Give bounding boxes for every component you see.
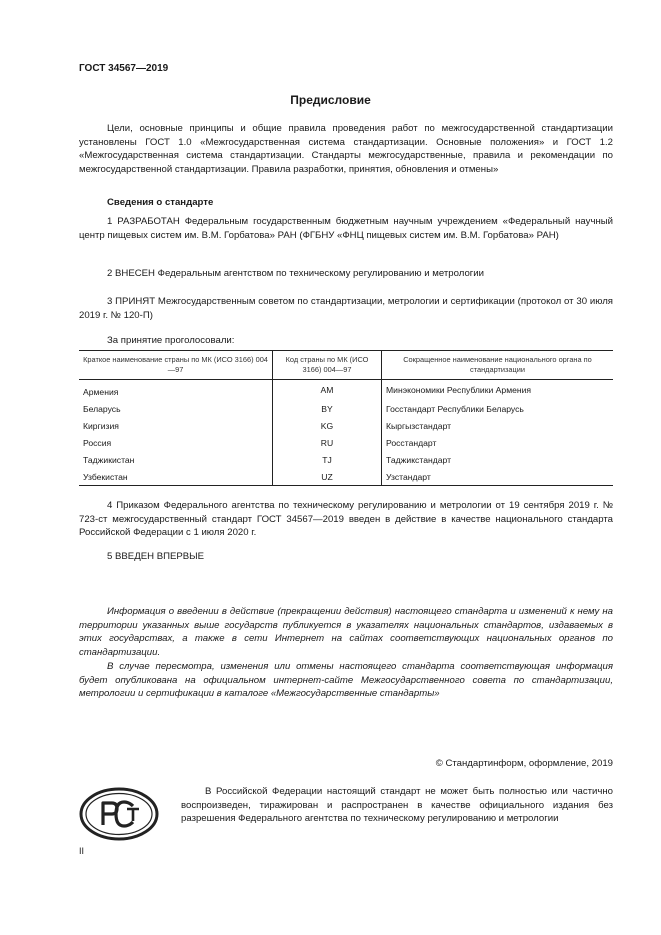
item-2-paragraph bbox=[79, 267, 613, 281]
item-1-text: 1 РАЗРАБОТАН Федеральным государственным бюджетным научным учреждением «Федеральный научный центр пищевых систем им. В.М. Горбатова» РАН (ФГБНУ «ФНЦ пищевых систем им. В.М. Горбатова» РАН) bbox=[79, 216, 613, 241]
item-3-text: 3 ПРИНЯТ Межгосударственным советом по стандартизации, метрологии и сертификации (протокол от 30 июля 2019 г. № 120-П) bbox=[79, 296, 613, 321]
cell-agency: Минэкономики Республики Армения bbox=[382, 380, 614, 401]
cell-agency: Кыргызстандарт bbox=[382, 417, 614, 434]
cell-country: Таджикистан bbox=[83, 454, 135, 465]
item-5-text: 5 ВВЕДЕН ВПЕРВЫЕ bbox=[107, 551, 205, 562]
page-title: Предисловие bbox=[290, 93, 371, 107]
cell-country: Киргизия bbox=[83, 420, 119, 431]
cell-country: Россия bbox=[83, 437, 112, 448]
cell-country: Беларусь bbox=[83, 403, 121, 414]
rst-logo-icon bbox=[79, 787, 159, 841]
notice-text: В Российской Федерации настоящий стандарт не может быть полностью или частично воспроизведен, тиражирован и распространен в качестве официального издания без разрешения Федерального агентства по техническому регулированию и метрологии bbox=[181, 786, 613, 825]
info-2-text: В случае пересмотра, изменения или отмены настоящего стандарта соответствующая информация будет опубликована на официальном интернет-сайте Межгосударственного совета по стандартизации, метрологии и сертификации в каталоге «Межгосударственные стандарты» bbox=[79, 661, 613, 700]
intro-text: Цели, основные принципы и общие правила проведения работ по межгосударственной стандартизации установлены ГОСТ 1.0 «Межгосударственная система стандартизации. Основные положения» и ГОСТ 1.2 «Межгосударственная система стандартизации. Стандарты межгосударственные, правила и рекомендации по межгосударственной стандартизации. Правила разработки, принятия, обновления и отмены» bbox=[79, 123, 613, 175]
item-1-paragraph bbox=[79, 215, 613, 242]
info-1-text: Информация о введении в действие (прекращении действия) настоящего стандарта и изменений к нему на территории указанных выше государств публикуется в указателях национальных стандартов, издаваемых в этих государствах, а также в сети Интернет на сайтах соответствующих национальных органов по стандартизации. bbox=[79, 606, 613, 658]
reproduction-notice bbox=[181, 785, 613, 826]
cell-code: AM bbox=[273, 380, 382, 401]
cell-code: RU bbox=[273, 434, 382, 451]
document-code: ГОСТ 34567—2019 bbox=[79, 63, 169, 74]
header-code: Код страны по МК (ИСО 3166) 004—97 bbox=[273, 351, 382, 380]
intro-paragraph bbox=[79, 122, 613, 176]
cell-code: UZ bbox=[273, 468, 382, 486]
item-3-paragraph bbox=[79, 295, 613, 322]
table-row bbox=[79, 451, 613, 468]
copyright-line: © Стандартинформ, оформление, 2019 bbox=[435, 758, 613, 769]
cell-country: Узбекистан bbox=[79, 468, 273, 486]
cell-agency: Госстандарт Республики Беларусь bbox=[382, 400, 614, 417]
cell-agency: Узстандарт bbox=[382, 468, 614, 486]
table-row bbox=[79, 400, 613, 417]
table-row bbox=[79, 434, 613, 451]
header-country: Краткое наименование страны по МК (ИСО 3166) 004—97 bbox=[79, 351, 273, 380]
item-4-paragraph bbox=[79, 499, 613, 540]
info-paragraph-1 bbox=[79, 605, 613, 659]
section-title: Сведения о стандарте bbox=[107, 197, 214, 208]
header-agency: Сокращенное наименование национального органа по стандартизации bbox=[382, 351, 614, 380]
table-row bbox=[79, 468, 613, 486]
voting-table bbox=[79, 350, 613, 486]
cell-code: BY bbox=[273, 400, 382, 417]
table-header-row bbox=[79, 351, 613, 380]
cell-agency: Таджикстандарт bbox=[382, 451, 614, 468]
table-row bbox=[79, 417, 613, 434]
page-number: II bbox=[79, 846, 85, 856]
info-paragraph-2 bbox=[79, 660, 613, 701]
cell-agency: Росстандарт bbox=[382, 434, 614, 451]
table-row bbox=[79, 380, 613, 401]
vote-label: За принятие проголосовали: bbox=[107, 335, 235, 346]
cell-code: KG bbox=[273, 417, 382, 434]
item-2-text: 2 ВНЕСЕН Федеральным агентством по техническому регулированию и метрологии bbox=[107, 268, 485, 279]
cell-code: TJ bbox=[273, 451, 382, 468]
cell-country: Армения bbox=[83, 386, 119, 397]
item-4-text: 4 Приказом Федерального агентства по техническому регулированию и метрологии от 19 сентября 2019 г. № 723-ст межгосударственный стандарт ГОСТ 34567—2019 введен в действие в качестве национального стандарта Российской Федерации с 1 июля 2020 г. bbox=[79, 500, 613, 539]
